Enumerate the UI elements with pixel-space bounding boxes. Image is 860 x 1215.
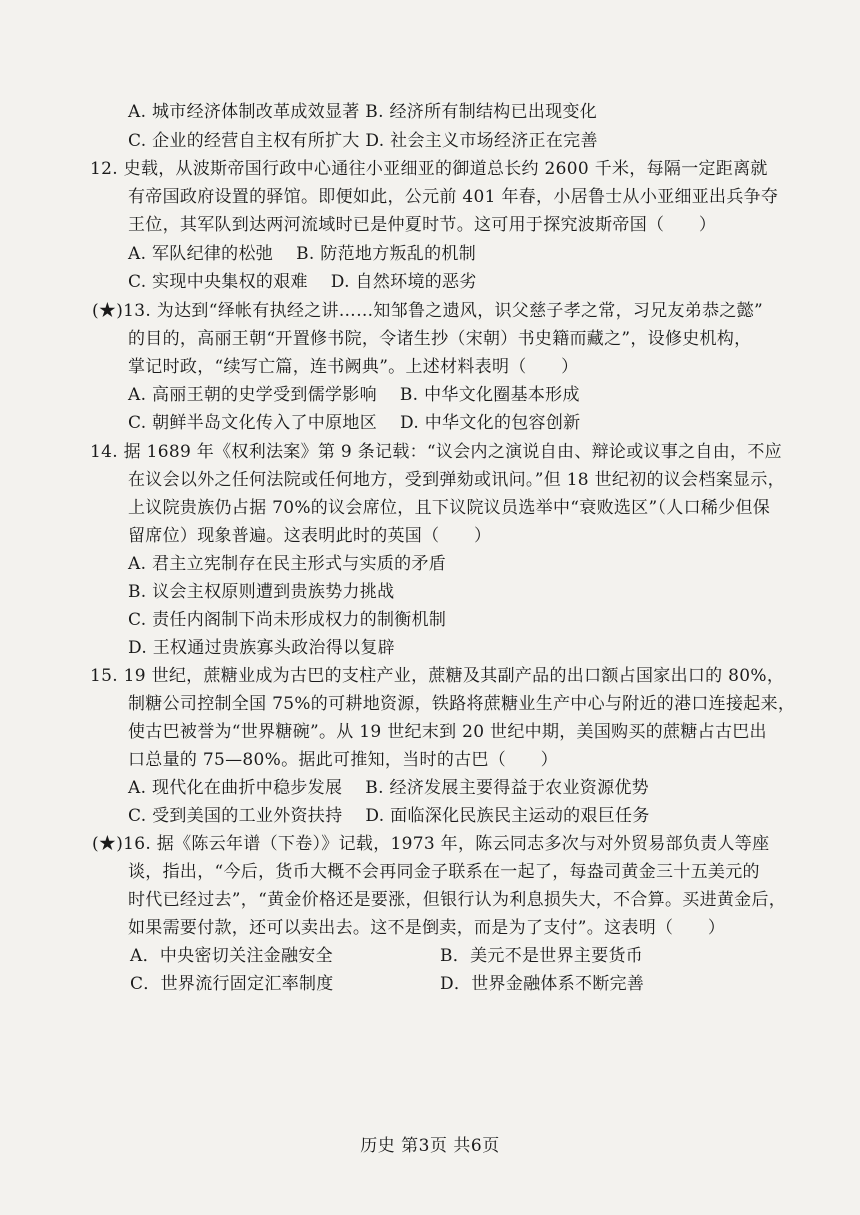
q14-stem-line3: 上议院贵族仍占据 70%的议会席位，且下议院议员选举中“衰败选区”（人口稀少但保 bbox=[128, 498, 771, 518]
q16-stem-line1: (★)16. 据《陈云年谱（下卷）》记载，1973 年，陈云同志多次与对外贸易部负责人等座 bbox=[92, 834, 770, 854]
q15-options-ab: A. 现代化在曲折中稳步发展 B. 经济发展主要得益于农业资源优势 bbox=[128, 778, 649, 798]
q15-stem-line3: 使古巴被誉为“世界糖碗”。从 19 世纪末到 20 世纪中期，美国购买的蔗糖占古巴出 bbox=[128, 722, 767, 742]
q13-stem-line1: (★)13. 为达到“绎帐有执经之讲……知邹鲁之遗风，识父慈子孝之常，习兄友弟恭之懿” bbox=[92, 301, 763, 321]
q12-stem-line1: 12. 史载，从波斯帝国行政中心通往小亚细亚的御道总长约 2600 千米，每隔一定距离就 bbox=[90, 159, 768, 179]
q16-options-ab bbox=[130, 945, 643, 967]
q13-options-ab: A. 高丽王朝的史学受到儒学影响 B. 中华文化圈基本形成 bbox=[128, 385, 580, 405]
q14-option-a: A. 君主立宪制存在民主形式与实质的矛盾 bbox=[128, 554, 447, 574]
q14-option-b: B. 议会主权原则遭到贵族势力挑战 bbox=[128, 582, 395, 602]
q16-option-d: D．世界金融体系不断完善 bbox=[440, 974, 645, 994]
q12-options-ab: A. 军队纪律的松弛 B. 防范地方叛乱的机制 bbox=[128, 244, 476, 264]
q14-option-d: D. 王权通过贵族寡头政治得以复辟 bbox=[128, 638, 395, 658]
q16-stem-line3: 时代已经过去”，“黄金价格还是要涨，但银行认为利息损失大，不合算。买进黄金后， bbox=[128, 890, 787, 910]
q16-option-b: B．美元不是世界主要货币 bbox=[440, 946, 644, 966]
q13-options-cd: C. 朝鲜半岛文化传入了中原地区 D. 中华文化的包容创新 bbox=[128, 413, 581, 433]
q14-stem-line2: 在议会以外之任何法院或任何地方，受到弹劾或讯问。”但 18 世纪初的议会档案显示， bbox=[128, 470, 785, 490]
q15-options-cd: C. 受到美国的工业外资扶持 D. 面临深化民族民主运动的艰巨任务 bbox=[128, 806, 650, 826]
q16-option-a: A．中央密切关注金融安全 bbox=[130, 946, 333, 966]
q16-option-c: C．世界流行固定汇率制度 bbox=[130, 974, 334, 994]
q16-options-cd bbox=[130, 973, 644, 995]
q12-stem-line3: 王位，其军队到达两河流域时已是仲夏时节。这可用于探究波斯帝国（ ） bbox=[128, 215, 717, 235]
q14-option-c: C. 责任内阁制下尚未形成权力的制衡机制 bbox=[128, 610, 447, 630]
q13-stem-line3: 掌记时政，“续写亡篇，连书阙典”。上述材料表明（ ） bbox=[128, 357, 579, 377]
q16-stem-line4: 如果需要付款，还可以卖出去。这不是倒卖，而是为了支付”。这表明（ ） bbox=[128, 918, 726, 938]
page-footer: 历史 第3页 共6页 bbox=[360, 1136, 500, 1156]
q12-options-cd: C. 实现中央集权的艰难 D. 自然环境的恶劣 bbox=[128, 272, 477, 292]
q11-options-cd: C. 企业的经营自主权有所扩大 D. 社会主义市场经济正在完善 bbox=[128, 131, 598, 151]
q12-stem-line2: 有帝国政府设置的驿馆。即便如此，公元前 401 年春，小居鲁士从小亚细亚出兵争夺 bbox=[128, 187, 779, 207]
q13-stem-line2: 的目的，高丽王朝“开置修书院，令诸生抄（宋朝）书史籍而藏之”，设修史机构， bbox=[128, 329, 752, 349]
q15-stem-line1: 15. 19 世纪，蔗糖业成为古巴的支柱产业，蔗糖及其副产品的出口额占国家出口的 80%， bbox=[90, 666, 785, 686]
q11-options-ab: A. 城市经济体制改革成效显著 B. 经济所有制结构已出现变化 bbox=[128, 102, 598, 122]
q15-stem-line2: 制糖公司控制全国 75%的可耕地资源，铁路将蔗糖业生产中心与附近的港口连接起来， bbox=[128, 694, 796, 714]
q15-stem-line4: 口总量的 75—80%。据此可推知，当时的古巴（ ） bbox=[128, 750, 558, 770]
q14-stem-line4: 留席位）现象普遍。这表明此时的英国（ ） bbox=[128, 526, 492, 546]
q14-stem-line1: 14. 据 1689 年《权利法案》第 9 条记载：“议会内之演说自由、辩论或议事之自由，不应 bbox=[90, 442, 782, 462]
q16-stem-line2: 谈，指出，“今后，货币大概不会再同金子联系在一起了，每盎司黄金三十五美元的 bbox=[128, 862, 760, 882]
